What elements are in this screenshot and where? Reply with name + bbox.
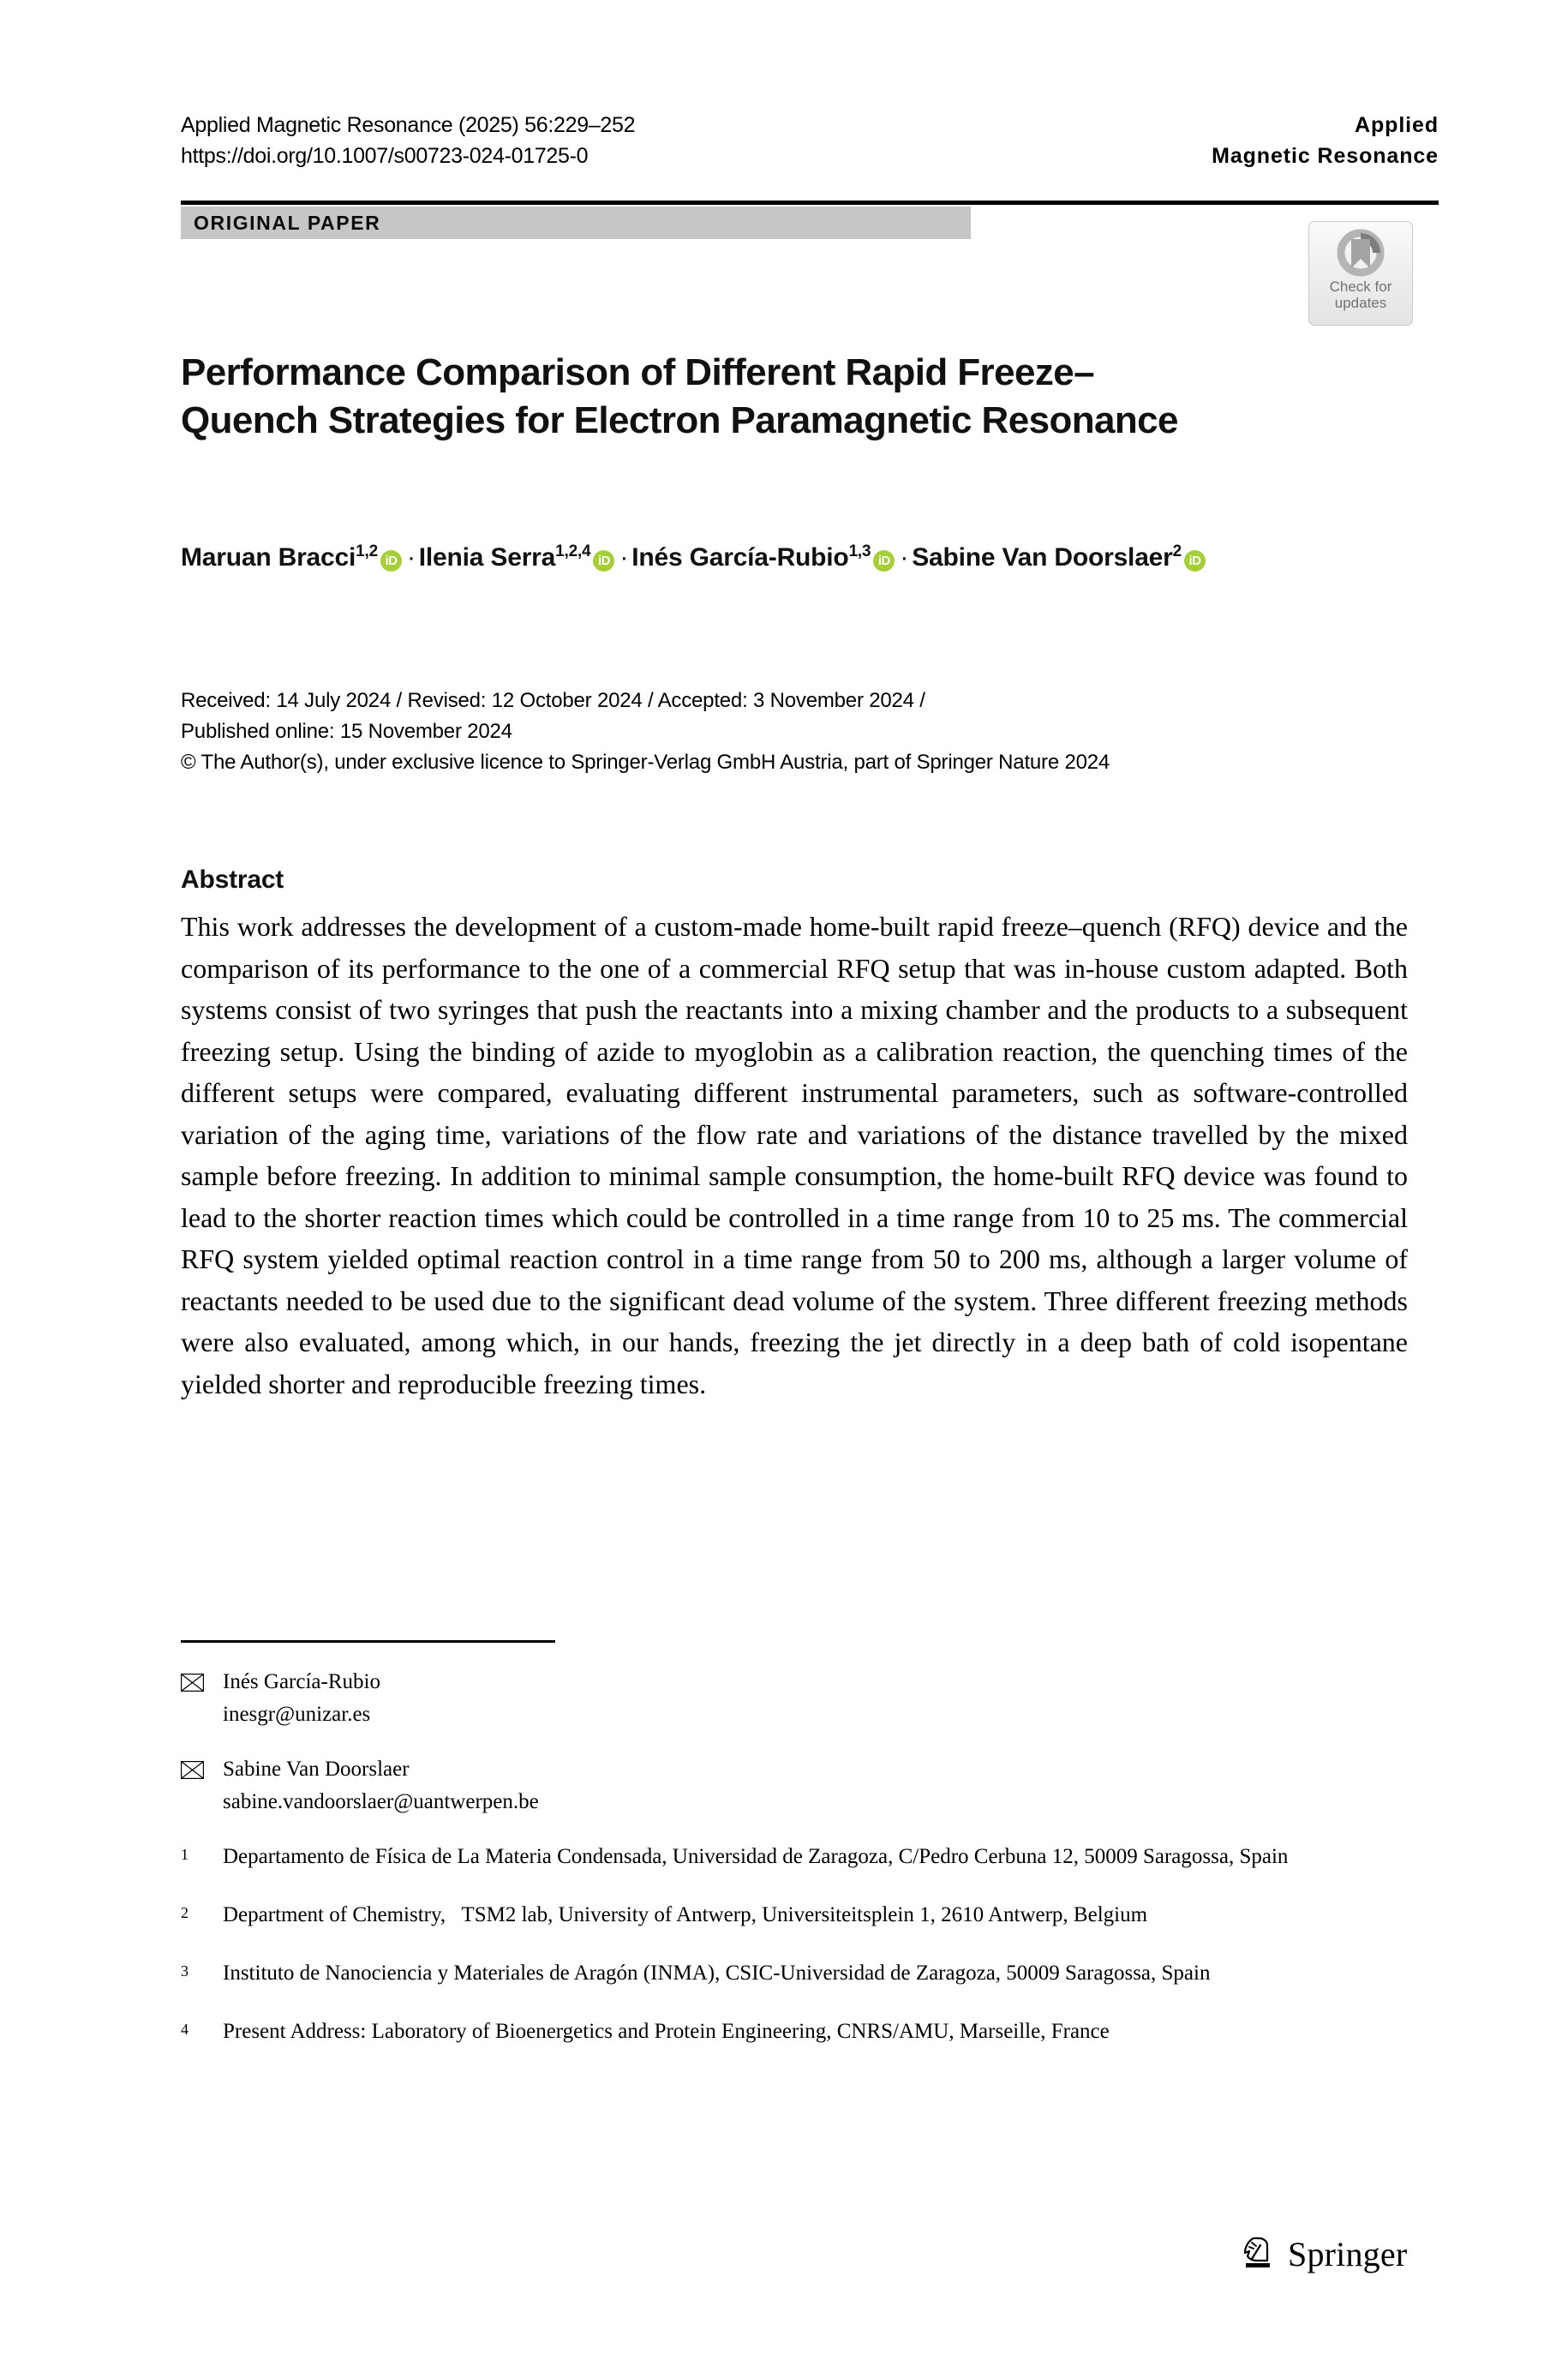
doi-link[interactable]: https://doi.org/10.1007/s00723-024-01725-0: [181, 144, 589, 168]
author-affiliation-refs: 2: [1172, 542, 1182, 560]
page-header: [181, 110, 1439, 171]
corresponding-author-email[interactable]: inesgr@unizar.es: [223, 1703, 371, 1726]
paper-type-label: ORIGINAL PAPER: [194, 212, 381, 234]
crossmark-label-line-2: updates: [1334, 295, 1387, 311]
corresponding-author-name: Sabine Van Doorslaer: [223, 1758, 410, 1781]
springer-wordmark: Springer: [1288, 2235, 1408, 2273]
publication-info: [181, 686, 1397, 778]
published-online: Published online: 15 November 2024: [181, 720, 512, 743]
author-entry: [631, 543, 896, 572]
orcid-icon[interactable]: iD: [873, 550, 895, 572]
affiliation-text: Present Address: Laboratory of Bioenergetics and Protein Engineering, CNRS/AMU, Marseille, France: [223, 2020, 1110, 2043]
received-revised-accepted: Received: 14 July 2024 / Revised: 12 October 2024 / Accepted: 3 November 2024 /: [181, 689, 925, 712]
corresponding-author: [181, 1753, 1408, 1818]
envelope-icon: [181, 1674, 204, 1692]
springer-logo: [1242, 2235, 1407, 2274]
journal-citation: Applied Magnetic Resonance (2025) 56:229–252: [181, 113, 636, 137]
springer-knight-icon: [1242, 2235, 1278, 2274]
affiliation-number: 4: [181, 2021, 189, 2038]
affiliation-item: [181, 2016, 1408, 2048]
author-affiliation-refs: 1,2,4: [555, 542, 591, 560]
footnote-rule: [181, 1640, 555, 1643]
affiliation-list: [181, 1841, 1408, 2048]
journal-masthead: [1212, 110, 1439, 171]
author-separator: ·: [900, 543, 909, 572]
affiliation-number: 3: [181, 1962, 189, 1980]
corresponding-author: [181, 1666, 1408, 1731]
crossmark-label-line-1: Check for: [1329, 279, 1392, 295]
journal-citation-block: [181, 110, 635, 171]
corresponding-author-details: [223, 1666, 380, 1731]
author-entry: [419, 543, 617, 572]
author-separator: ·: [406, 543, 416, 572]
author-affiliation-refs: 1,2: [356, 542, 378, 560]
affiliation-item: [181, 1957, 1408, 1990]
footnote-block: [181, 1666, 1408, 2074]
masthead-line-1: Applied: [1355, 113, 1439, 137]
author-name: Sabine Van Doorslaer: [912, 543, 1173, 572]
crossmark-label: [1330, 279, 1392, 311]
orcid-icon[interactable]: iD: [1184, 550, 1206, 572]
affiliation-item: [181, 1841, 1408, 1873]
affiliation-number: 2: [181, 1904, 189, 1921]
author-list: [181, 537, 1295, 578]
author-name: Ilenia Serra: [418, 543, 556, 572]
copyright-statement: © The Author(s), under exclusive licence to Springer-Verlag GmbH Austria, part of Springer Nature 2024: [181, 751, 1110, 774]
affiliation-number: 1: [181, 1846, 189, 1863]
page-title: Performance Comparison of Different Rapid Freeze–Quench Strategies for Electron Paramagnetic Resonance: [181, 351, 1178, 442]
corresponding-author-details: [223, 1753, 539, 1818]
affiliation-text: Departamento de Física de La Materia Condensada, Universidad de Zaragoza, C/Pedro Cerbuna 12, 50009 Saragossa, Spain: [223, 1845, 1289, 1868]
envelope-icon: [181, 1761, 204, 1779]
author-name: Maruan Bracci: [181, 543, 356, 572]
affiliation-item: [181, 1899, 1408, 1932]
crossmark-icon: [1336, 228, 1385, 278]
corresponding-author-name: Inés García-Rubio: [223, 1670, 380, 1693]
affiliation-text: Instituto de Nanociencia y Materiales de Aragón (INMA), CSIC-Universidad de Zaragoza, 50009 Saragossa, Spain: [223, 1962, 1211, 1985]
abstract-heading: Abstract: [181, 866, 284, 894]
author-entry: [912, 543, 1207, 572]
affiliation-text: Department of Chemistry, TSM2 lab, University of Antwerp, Universiteitsplein 1, 2610 Antwerp, Belgium: [223, 1903, 1148, 1926]
author-name: Inés García-Rubio: [631, 543, 849, 572]
author-entry: [181, 543, 404, 572]
check-for-updates-badge[interactable]: [1308, 221, 1413, 326]
masthead-line-2: Magnetic Resonance: [1212, 144, 1439, 168]
author-affiliation-refs: 1,3: [848, 542, 871, 560]
corresponding-author-email[interactable]: sabine.vandoorslaer@uantwerpen.be: [223, 1790, 539, 1813]
header-rule: [181, 201, 1439, 205]
orcid-icon[interactable]: iD: [380, 550, 402, 572]
orcid-icon[interactable]: iD: [593, 550, 614, 572]
author-separator: ·: [619, 543, 629, 572]
abstract-body: This work addresses the development of a custom-made home-built rapid freeze–quench (RFQ) device and the comparison of its performance to the one of a commercial RFQ setup that was in-house custom adapted. Both systems consist of two syringes that push the reactants into a mixing chamber and the products to a subsequent freezing setup. Using the binding of azide to myoglobin as a calibration reaction, the quenching times of the different setups were compared, evaluating different instrumental parameters, such as software-controlled variation of the aging time, variations of the flow rate and variations of the distance travelled by the mixed sample before freezing. In addition to minimal sample consumption, the home-built RFQ device was found to lead to the shorter reaction times which could be controlled in a time range from 10 to 25 ms. The commercial RFQ system yielded optimal reaction control in a time range from 50 to 200 ms, although a larger volume of reactants needed to be used due to the significant dead volume of the system. Three different freezing methods were also evaluated, among which, in our hands, freezing the jet directly in a deep bath of cold isopentane yielded shorter and reproducible freezing times.: [181, 911, 1408, 1399]
